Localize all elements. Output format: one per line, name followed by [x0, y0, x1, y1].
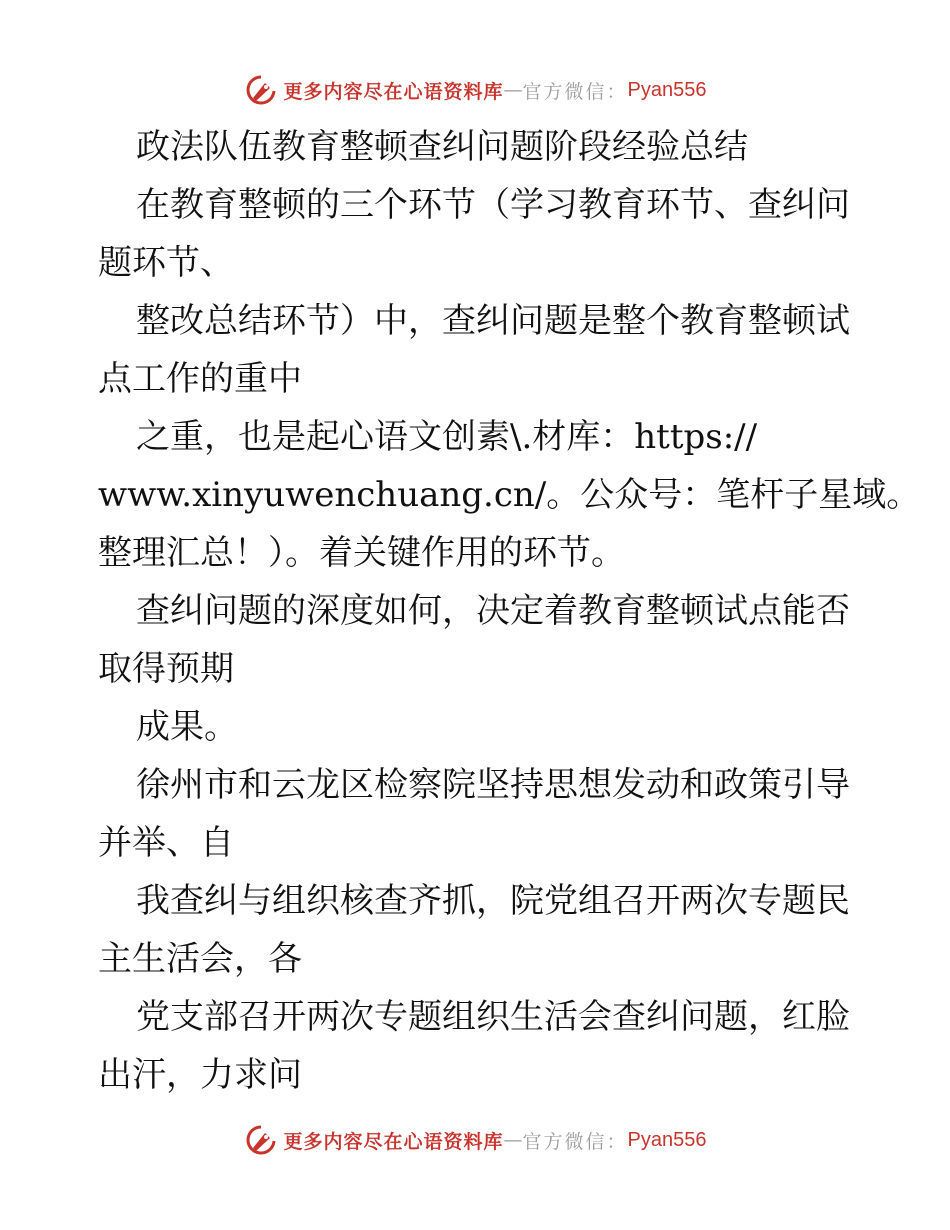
document-body: [98, 118, 921, 1104]
brand-text: 更多内容尽在心语资料库: [283, 1130, 504, 1153]
wechat-label: 官方微信：: [522, 1130, 628, 1153]
text-line: 成果。: [136, 707, 238, 747]
banner-separator: —: [503, 79, 523, 101]
text-line: www.xinyuwenchuang.cn/。公众号：笔杆子星域。: [98, 475, 921, 515]
text-line: 点工作的重中: [98, 359, 302, 399]
text-line: 徐州市和云龙区检察院坚持思想发动和政策引导: [136, 765, 850, 805]
header-banner: [0, 74, 950, 106]
wechat-label: 官方微信：: [522, 80, 628, 103]
footer-banner: [0, 1124, 950, 1156]
wechat-id: Pyan556: [627, 1128, 707, 1151]
text-line: 整理汇总！）。着关键作用的环节。: [98, 533, 625, 573]
text-line: 取得预期: [98, 649, 234, 689]
text-line: 之重，也是起心语文创素\.材库：https://: [136, 417, 758, 457]
text-line: 整改总结环节）中，查纠问题是整个教育整顿试: [136, 301, 850, 341]
text-line: 党支部召开两次专题组织生活会查纠问题，红脸: [136, 997, 850, 1037]
text-line: 并举、自: [98, 823, 234, 863]
brand-text: 更多内容尽在心语资料库: [283, 80, 504, 103]
text-line: 主生活会，各: [98, 939, 302, 979]
pen-nib-logo-icon: [244, 74, 278, 106]
text-line: 出汗，力求问: [98, 1055, 302, 1095]
pen-nib-logo-icon: [244, 1124, 278, 1156]
text-line: 查纠问题的深度如何，决定着教育整顿试点能否: [136, 591, 850, 631]
banner-separator: —: [503, 1129, 523, 1151]
wechat-id: Pyan556: [627, 78, 707, 101]
text-line: 题环节、: [98, 243, 234, 283]
text-line: 我查纠与组织核查齐抓，院党组召开两次专题民: [136, 881, 850, 921]
document-title: 政法队伍教育整顿查纠问题阶段经验总结: [136, 127, 748, 167]
text-line: 在教育整顿的三个环节（学习教育环节、查纠问: [136, 185, 850, 225]
